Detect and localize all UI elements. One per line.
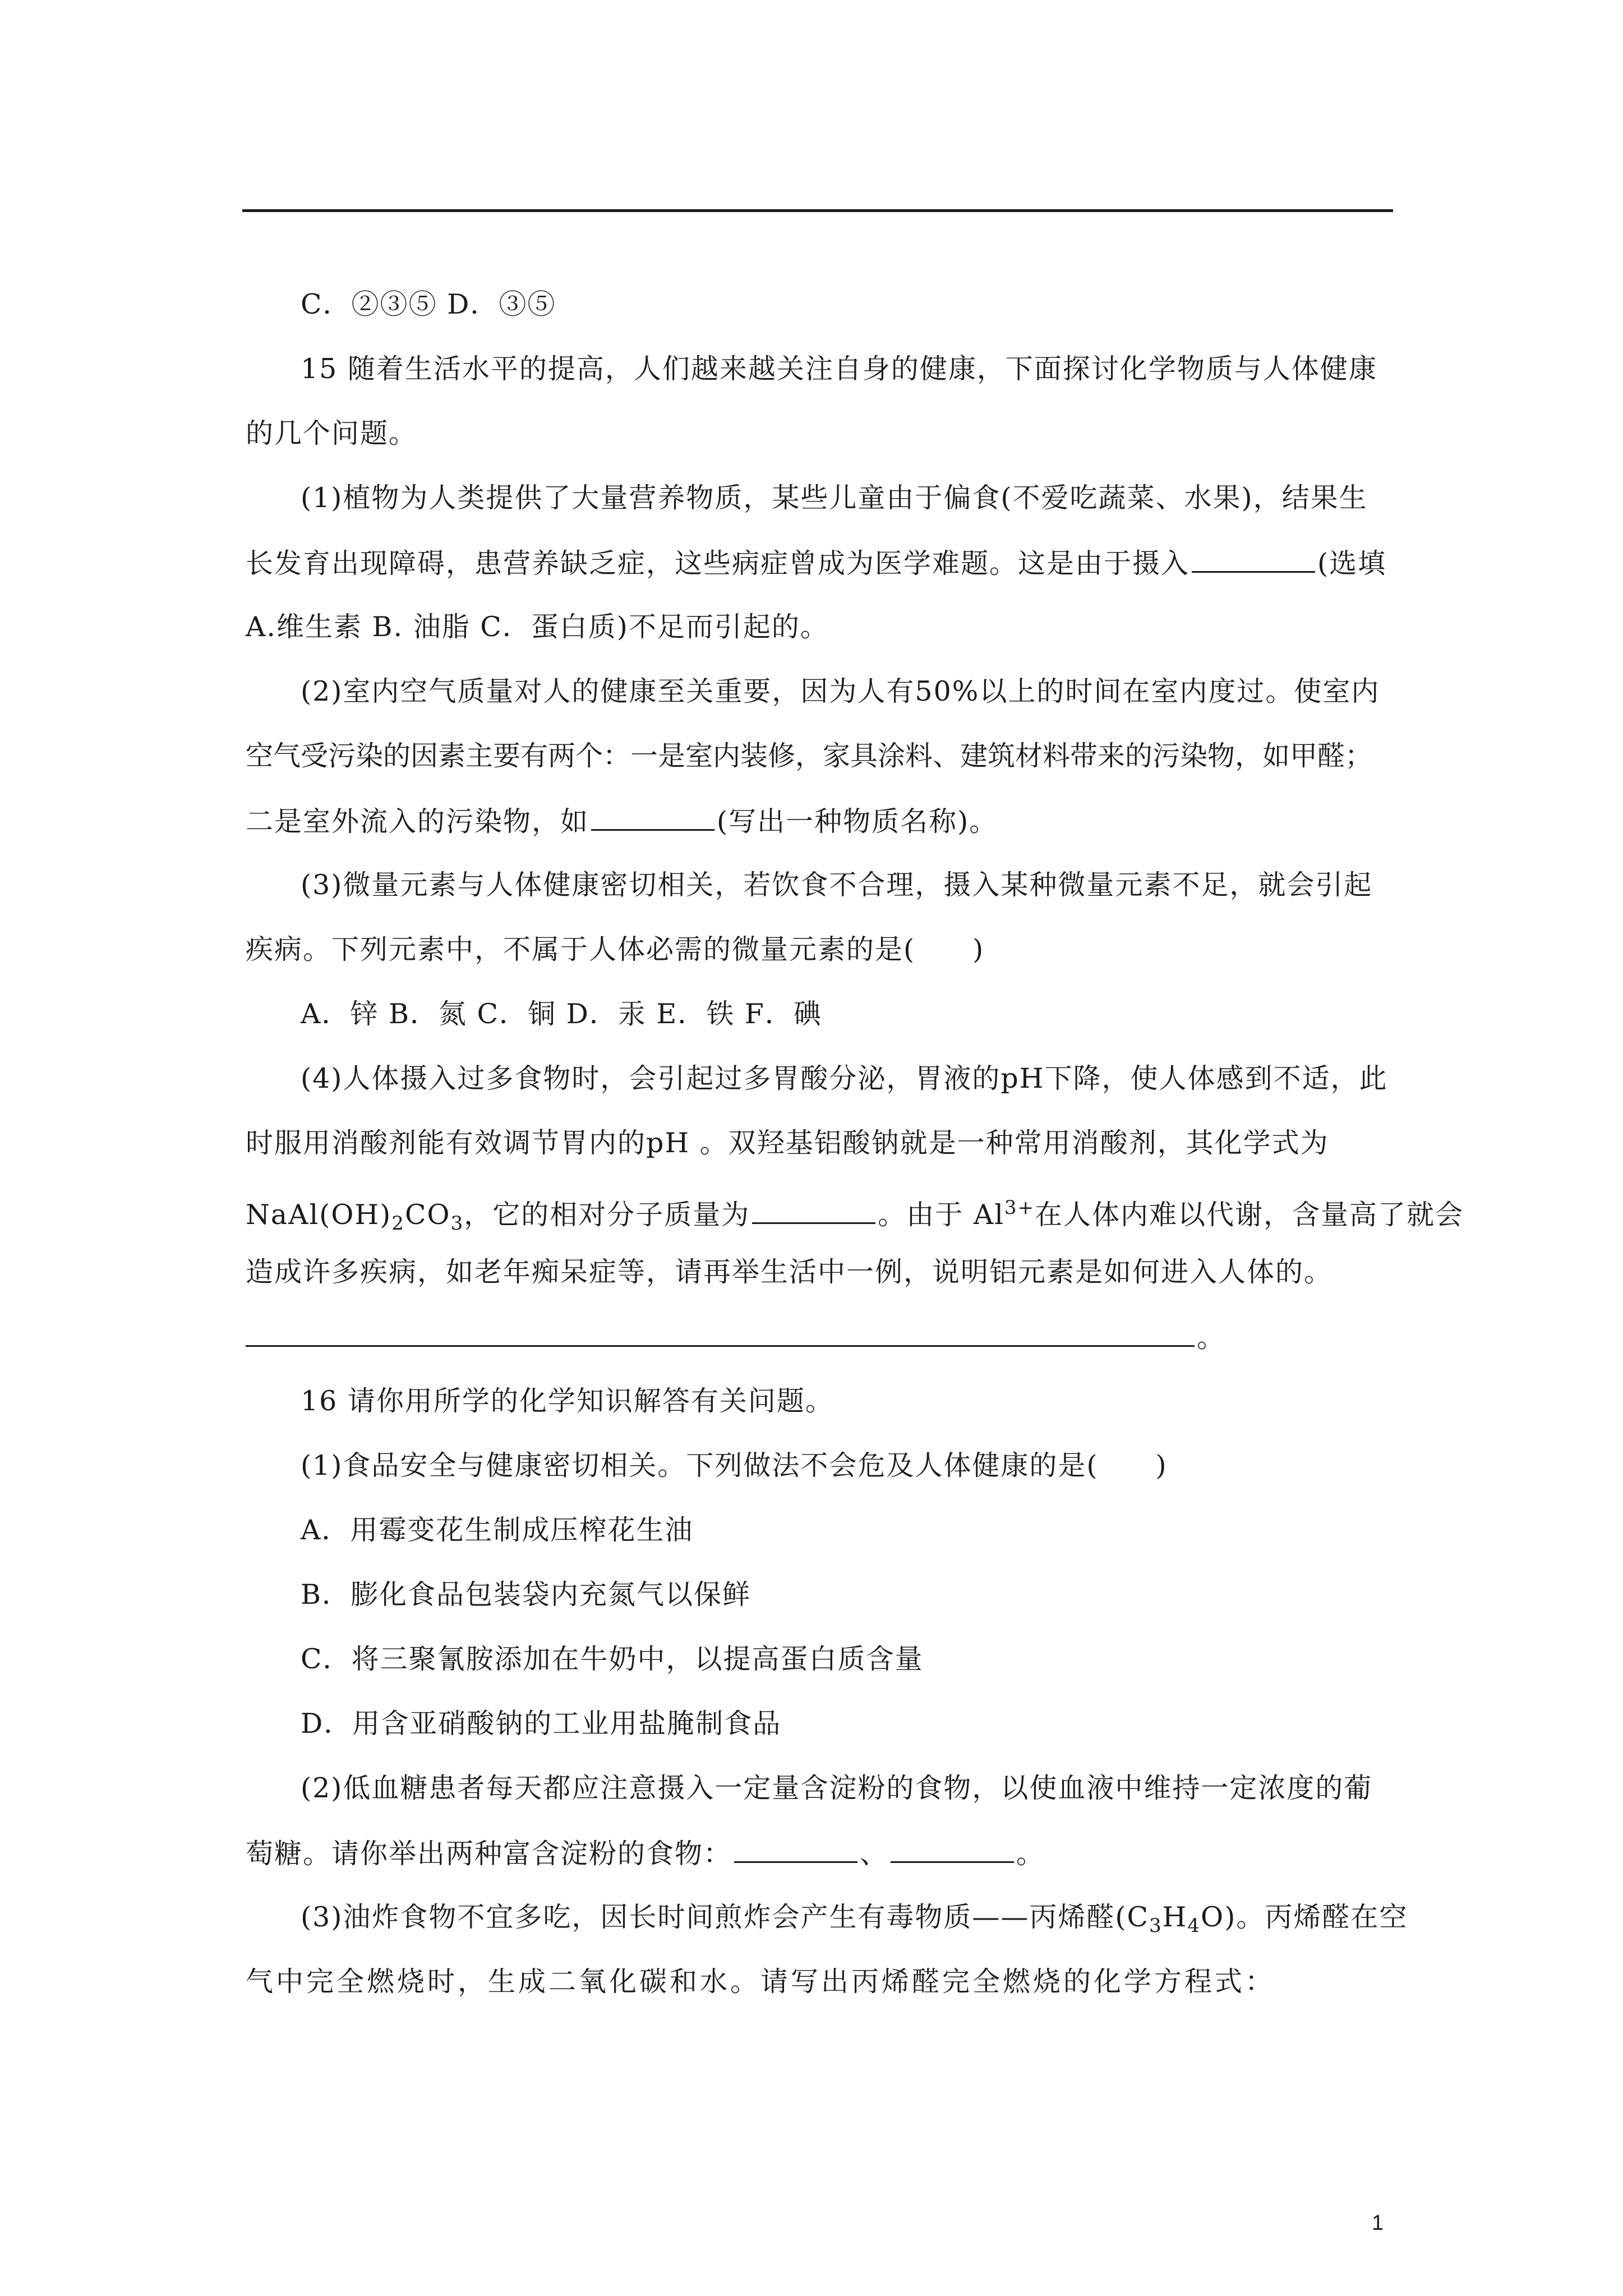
q16-stem: 16 请你用所学的化学知识解答有关问题。: [301, 1385, 834, 1417]
q15-part1-line-3: A.维生素 B. 油脂 C．蛋白质)不足而引起的。: [246, 611, 829, 643]
q15-part1-line-2: [246, 543, 1386, 583]
q16-part3-line-2: 气中完全燃烧时，生成二氧化碳和水。请写出丙烯醛完全燃烧的化学方程式：: [246, 1966, 1276, 1998]
q16-option-b: B．膨化食品包装袋内充氮气以保鲜: [301, 1579, 751, 1611]
answer-blank-starch-food-1[interactable]: [734, 1833, 857, 1863]
q15-stem-line-2: 的几个问题。: [246, 417, 418, 449]
answer-blank-aluminum-source[interactable]: [246, 1317, 1195, 1347]
q15-part1-line-1: (1)植物为人类提供了大量营养物质，某些儿童由于偏食(不爱吃蔬菜、水果)，结果生: [301, 482, 1368, 514]
q15-part2-line-3: [246, 801, 998, 841]
q16-option-d: D．用含亚硝酸钠的工业用盐腌制食品: [301, 1708, 782, 1740]
q15-part3-options: A．锌 B．氮 C．铜 D．汞 E．铁 F．碘: [301, 998, 822, 1030]
q15-part1-choice: (选填: [1317, 547, 1387, 579]
options-c-d: C．②③⑤ D．③⑤: [301, 288, 556, 320]
q16-option-c: C．将三聚氰胺添加在牛奶中，以提高蛋白质含量: [301, 1643, 924, 1675]
answer-blank-pollutant[interactable]: [591, 801, 714, 831]
q15-part2-line-2: 空气受污染的因素主要有两个：一是室内装修，家具涂料、建筑材料带来的污染物，如甲醛；: [246, 740, 1373, 772]
q15-part4-line-4: 造成许多疾病，如老年痴呆症等，请再举生活中一例，说明铝元素是如何进入人体的。: [246, 1256, 1333, 1288]
q15-stem-line-1: 15 随着生活水平的提高，人们越来越关注自身的健康，下面探讨化学物质与人体健康: [301, 353, 1377, 385]
q15-part4-line-5: 。: [246, 1317, 1225, 1358]
q15-part4-line-3: $NaAl(OH)_2CO_3$，它的相对分子质量为 。由于 $Al^{3+}$在人体内难以代谢，含量高了就会: [246, 1188, 1464, 1243]
answer-blank-starch-food-2[interactable]: [891, 1833, 1014, 1863]
answer-blank-molar-mass[interactable]: [752, 1194, 875, 1224]
q15-part3-line-2: 疾病。下列元素中，不属于人体必需的微量元素的是( ): [246, 933, 985, 965]
q15-part2-hint: (写出一种物质名称)。: [717, 806, 998, 838]
q16-option-a: A．用霉变花生制成压榨花生油: [301, 1514, 694, 1546]
header-rule: [242, 209, 1393, 212]
q16-part2-line-1: (2)低血糖患者每天都应注意摄入一定量含淀粉的食物，以使血液中维持一定浓度的葡: [301, 1772, 1373, 1804]
q15-part2-line-1: (2)室内空气质量对人的健康至关重要，因为人有50%以上的时间在室内度过。使室内: [301, 675, 1380, 707]
answer-blank-nutrient[interactable]: [1192, 543, 1315, 573]
q16-part2-line-2: 萄糖。请你举出两种富含淀粉的食物： 、 。: [246, 1833, 1045, 1874]
chemical-formula: $NaAl(OH)_2CO_3$: [246, 1199, 464, 1235]
q15-part1-text: 长发育出现障碍，患营养缺乏症，这些病症曾成为医学难题。这是由于摄入: [246, 547, 1190, 579]
q15-part4-line-1: (4)人体摄入过多食物时，会引起过多胃酸分泌，胃液的pH下降，使人体感到不适，此: [301, 1062, 1388, 1094]
q15-part4-line-2: 时服用消酸剂能有效调节胃内的pH 。双羟基铝酸钠就是一种常用消酸剂，其化学式为: [246, 1127, 1329, 1159]
page-number: 1: [1372, 2211, 1384, 2235]
q15-part3-line-1: (3)微量元素与人体健康密切相关，若饮食不合理，摄入某种微量元素不足，就会引起: [301, 869, 1373, 901]
q15-part2-text: 二是室外流入的污染物，如: [246, 806, 589, 838]
q16-part1: (1)食品安全与健康密切相关。下列做法不会危及人体健康的是( ): [301, 1450, 1168, 1481]
q16-part3-line-1: (3)油炸食物不宜多吃，因长时间煎炸会产生有毒物质——丙烯醛$(C_3H_4O)$。丙烯醛在空: [301, 1901, 1408, 1937]
